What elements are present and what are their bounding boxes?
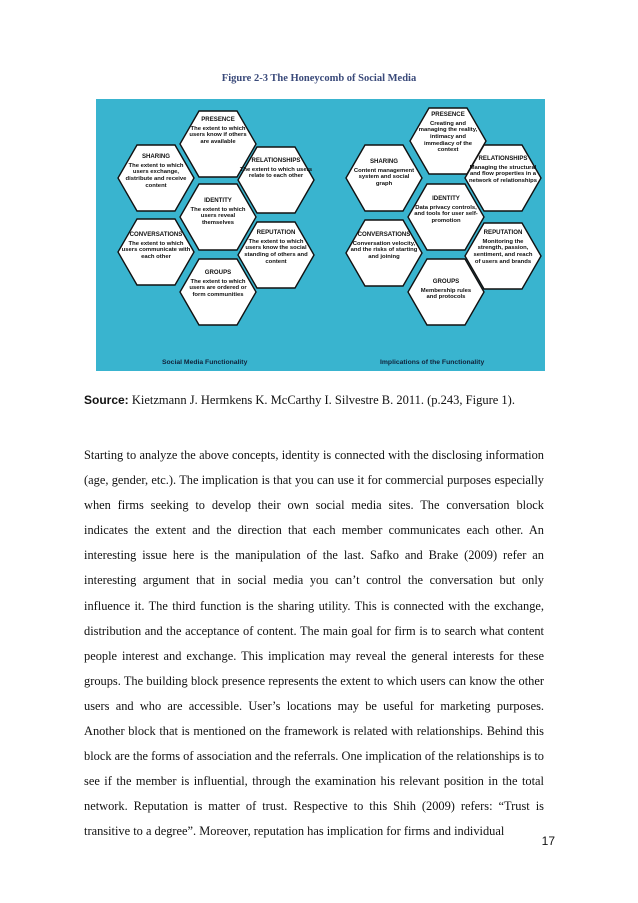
right-reputation-label: REPUTATION Monitoring the strength, passion, sentiment, and reach of users and brands (473, 229, 533, 265)
page-number: 17 (541, 834, 555, 848)
left-reputation-label: REPUTATION The extent to which users know the social standing of others and content (244, 229, 308, 265)
source-label: Source: (84, 393, 129, 407)
right-groups-label: GROUPS Membership rules and protocols (420, 278, 472, 301)
figure-source (84, 388, 564, 413)
right-identity-label: IDENTITY Data privacy controls, and tools for user self-promotion (414, 195, 478, 225)
right-relationships-label: RELATIONSHIPS Managing the structural and flow properties in a network of relationships (468, 155, 538, 185)
figure-caption: Figure 2-3 The Honeycomb of Social Media (221, 73, 417, 84)
left-presence-label: PRESENCE The extent to which users know if others are available (189, 116, 247, 146)
source-citation: Kietzmann J. Hermkens K. McCarthy I. Silvestre B. 2011. (p.243, Figure 1). (128, 393, 515, 407)
right-panel-caption: Implications of the Functionality (380, 359, 485, 366)
right-conversations-label: CONVERSATIONS Conversation velocity, and the risks of starting and joining (350, 231, 418, 261)
left-groups-label: GROUPS The extent to which users are ordered or form communities (189, 269, 247, 299)
left-identity-label: IDENTITY The extent to which users reveal themselves (190, 197, 246, 227)
right-presence-label: PRESENCE Creating and managing the reality, intimacy and immediacy of the context (418, 111, 478, 154)
right-sharing-label: SHARING Content management system and social graph (353, 158, 415, 188)
left-panel-caption: Social Media Functionality (162, 359, 248, 366)
left-sharing-label: SHARING The extent to which users exchange, distribute and receive content (125, 153, 187, 189)
honeycomb-figure (96, 99, 545, 371)
left-conversations-label: CONVERSATIONS The extent to which users communicate with each other (121, 231, 191, 261)
body-paragraph: Starting to analyze the above concepts, identity is connected with the disclosing information (age, gender, etc.). The implication is that you can use it for commercial purposes especially when firms seeking to develop their own social media sites. The conversation block indicates the extent and the direction that each member communicates each other. An interesting issue here is the manipulation of the last. Safko and Brake (2009) refer an interesting argument that in social media you can’t control the conversation but only influence it. The third function is the sharing utility. This is connected with the exchange, distribution and the acceptance of content. The main goal for firm is to search what content people interest and exchange. This implication may reveal the general interests for these groups. The building block presence represents the extent to which users can know the other users and who are accessible. User’s locations may be useful for marketing purposes. Another block that is mentioned on the framework is related with relationships. Behind this block are the forms of association and the referrals. One implication of the relationships is to see if the member is influential, through the examination his relevant position in the total network. Reputation is matter of trust. Respective to this Shih (2009) refers: “Trust is transitive to a degree”. Moreover, reputation has implication for firms and individual (84, 448, 544, 839)
left-relationships-label: RELATIONSHIPS The extent to which users relate to each other (239, 157, 313, 180)
